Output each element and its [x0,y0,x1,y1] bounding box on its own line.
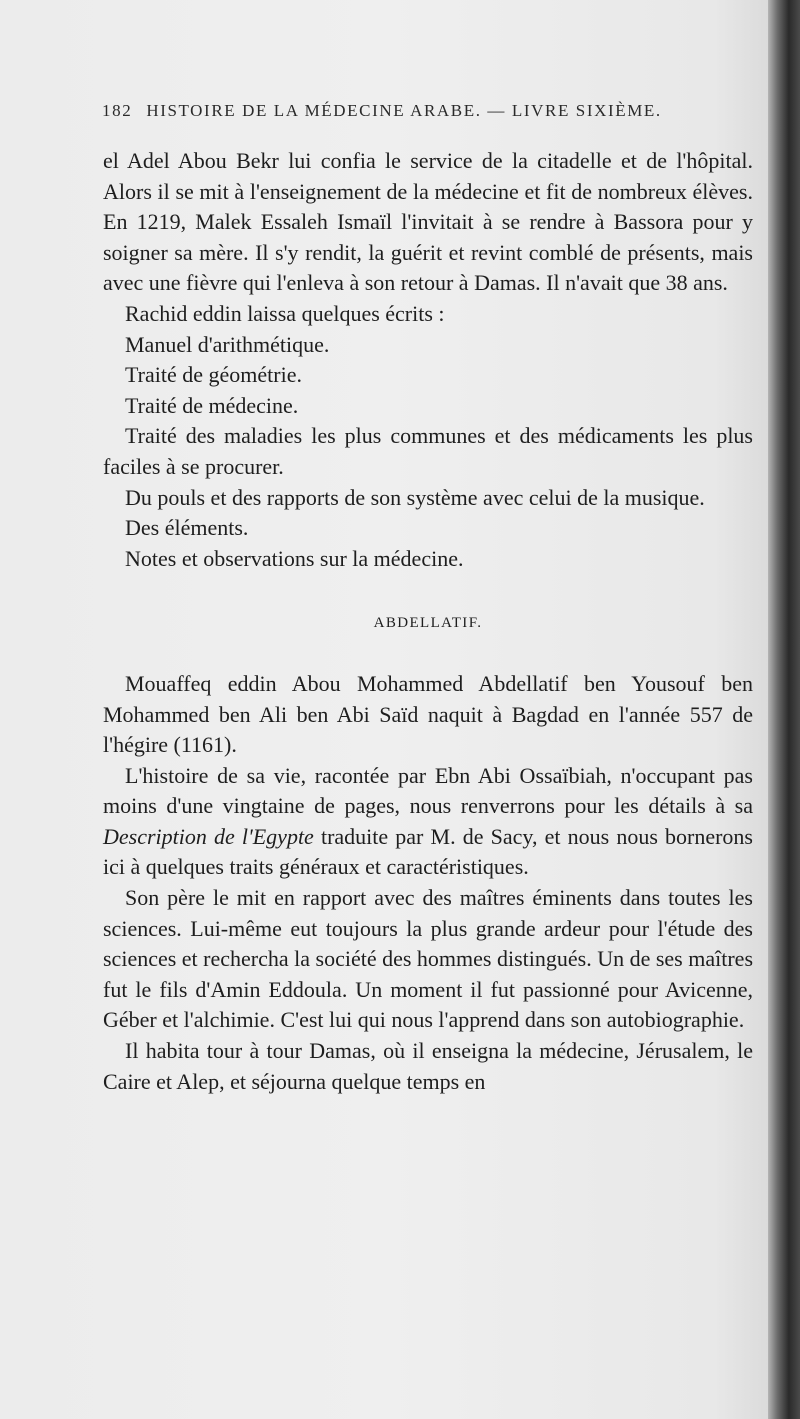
page-edge-shadow [768,0,800,1419]
paragraph-rachid-death: el Adel Abou Bekr lui confia le service de la citadelle et de l'hôpital. Alors il se mit à l'enseignement de la médecine et fit de nombreux élèves. En 1219, Malek Essaleh Ismaïl l'invitait à se rendre à Bassora pour y soigner sa mère. Il s'y rendit, la guérit et revint comblé de présents, mais avec une fièvre qui l'enleva à son retour à Damas. Il n'avait que 38 ans. [103,148,753,296]
running-header [102,101,752,121]
history-text-end: traduite par M. de Sacy, et nous nous bornerons ici à quelques traits généraux et caractéristiques. [103,823,753,880]
work-item: Traité de géométrie. [125,362,302,388]
paragraph-writings-intro: Rachid eddin laissa quelques écrits : [125,300,445,326]
work-item: Traité des maladies les plus communes et des médicaments les plus faciles à se procurer. [103,423,753,479]
section-title: ABDELLATIF. [373,615,483,632]
work-item: Notes et observations sur la médecine. [125,545,464,571]
work-item: Des éléments. [125,515,249,541]
running-title: HISTOIRE DE LA MÉDECINE ARABE. — LIVRE SIXIÈME. [146,101,662,120]
work-item: Manuel d'arithmétique. [125,331,330,357]
history-text-start: L'histoire de sa vie, racontée par Ebn Abi Ossaïbiah, n'occupant pas moins d'une vingtaine de pages, nous renverrons pour les détails à sa [103,762,753,819]
paragraph-abdellatif-history [103,761,753,883]
paragraph-abdellatif-birth: Mouaffeq eddin Abou Mohammed Abdellatif ben Yousouf ben Mohammed ben Ali ben Abi Saïd naquit à Bagdad en l'année 557 de l'hégire (1161). [103,670,753,758]
work-item: Du pouls et des rapports de son système avec celui de la musique. [125,484,705,510]
page-number: 182 [102,101,133,120]
book-title-italic: Description de l'Egypte [103,823,314,849]
paragraph-abdellatif-travels: Il habita tour à tour Damas, où il enseigna la médecine, Jérusalem, le Caire et Alep, et séjourna quelque temps en [103,1038,753,1094]
work-item: Traité de médecine. [125,392,299,418]
paragraph-abdellatif-teachers: Son père le mit en rapport avec des maîtres éminents dans toutes les sciences. Lui-même eut toujours la plus grande ardeur pour l'étude des sciences et rechercha la société des hommes distingués. Un de ses maîtres fut le fils d'Amin Eddoula. Un moment il fut passionné pour Avicenne, Géber et l'alchimie. C'est lui qui nous l'apprend dans son autobiographie. [103,885,753,1033]
body-text-top [103,146,753,1097]
